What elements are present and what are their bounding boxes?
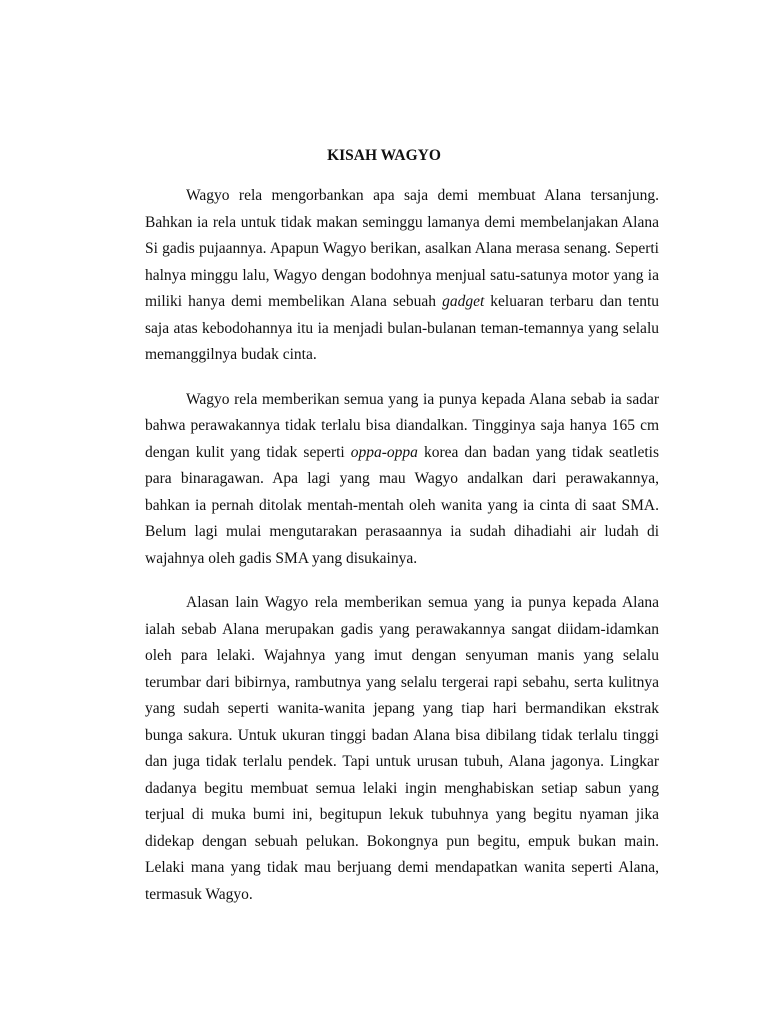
paragraph-text: Wagyo rela memberikan semua yang ia punya kepada Alana sebab ia sadar bahwa perawakannya tidak terlalu bisa diandalkan. Tingginya saja hanya 165 cm dengan kulit yang tidak seperti	[145, 390, 659, 461]
paragraph-2	[145, 387, 659, 573]
paragraph-text: keluaran terbaru dan tentu saja atas kebodohannya itu ia menjadi bulan-bulanan teman-temannya yang selalu memanggilnya budak cinta.	[145, 293, 660, 363]
document-title: KISAH WAGYO	[327, 147, 441, 164]
paragraph-3	[145, 590, 659, 908]
paragraph-text: korea dan badan yang tidak seatletis para binaragawan. Apa lagi yang mau Wagyo andalkan dari perawakannya, bahkan ia pernah ditolak mentah-mentah oleh wanita yang ia cinta di saat SMA. Belum lagi mulai mengutarakan perasaannya ia sudah dihadiahi air ludah di wajahnya oleh gadis SMA yang disukainya.	[145, 443, 659, 567]
italic-term-oppa: oppa-oppa	[350, 443, 418, 461]
paragraph-text: Wagyo rela mengorbankan apa saja demi membuat Alana tersanjung. Bahkan ia rela untuk tidak makan seminggu lamanya demi membelanjakan Alana Si gadis pujaannya. Apapun Wagyo berikan, asalkan Alana merasa senang. Seperti halnya minggu lalu, Wagyo dengan bodohnya menjual satu-satunya motor yang ia miliki hanya demi membelikan Alana sebuah	[145, 187, 659, 310]
italic-term-gadget: gadget	[442, 293, 485, 310]
paragraph-1	[145, 183, 659, 369]
paragraph-text: Alasan lain Wagyo rela memberikan semua yang ia punya kepada Alana ialah sebab Alana merupakan gadis yang perawakannya sangat diidam-idamkan oleh para lelaki. Wajahnya yang imut dengan senyuman manis yang selalu terumbar dari bibirnya, rambutnya yang selalu tergerai rapi sebahu, serta kulitnya yang sudah seperti wanita-wanita jepang yang tiap hari bermandikan ekstrak bunga sakura. Untuk ukuran tinggi badan Alana bisa dibilang tidak terlalu tinggi dan juga tidak terlalu pendek. Tapi untuk urusan tubuh, Alana jagonya. Lingkar dadanya begitu membuat semua lelaki ingin menghabiskan setiap sabun yang terjual di muka bumi ini, begitupun lekuk tubuhnya yang begitu nyaman jika didekap dengan sebuah pelukan. Bokongnya pun begitu, empuk bukan main. Lelaki mana yang tidak mau berjuang demi mendapatkan wanita seperti Alana, termasuk Wagyo.	[145, 594, 659, 903]
document-body	[145, 183, 659, 926]
